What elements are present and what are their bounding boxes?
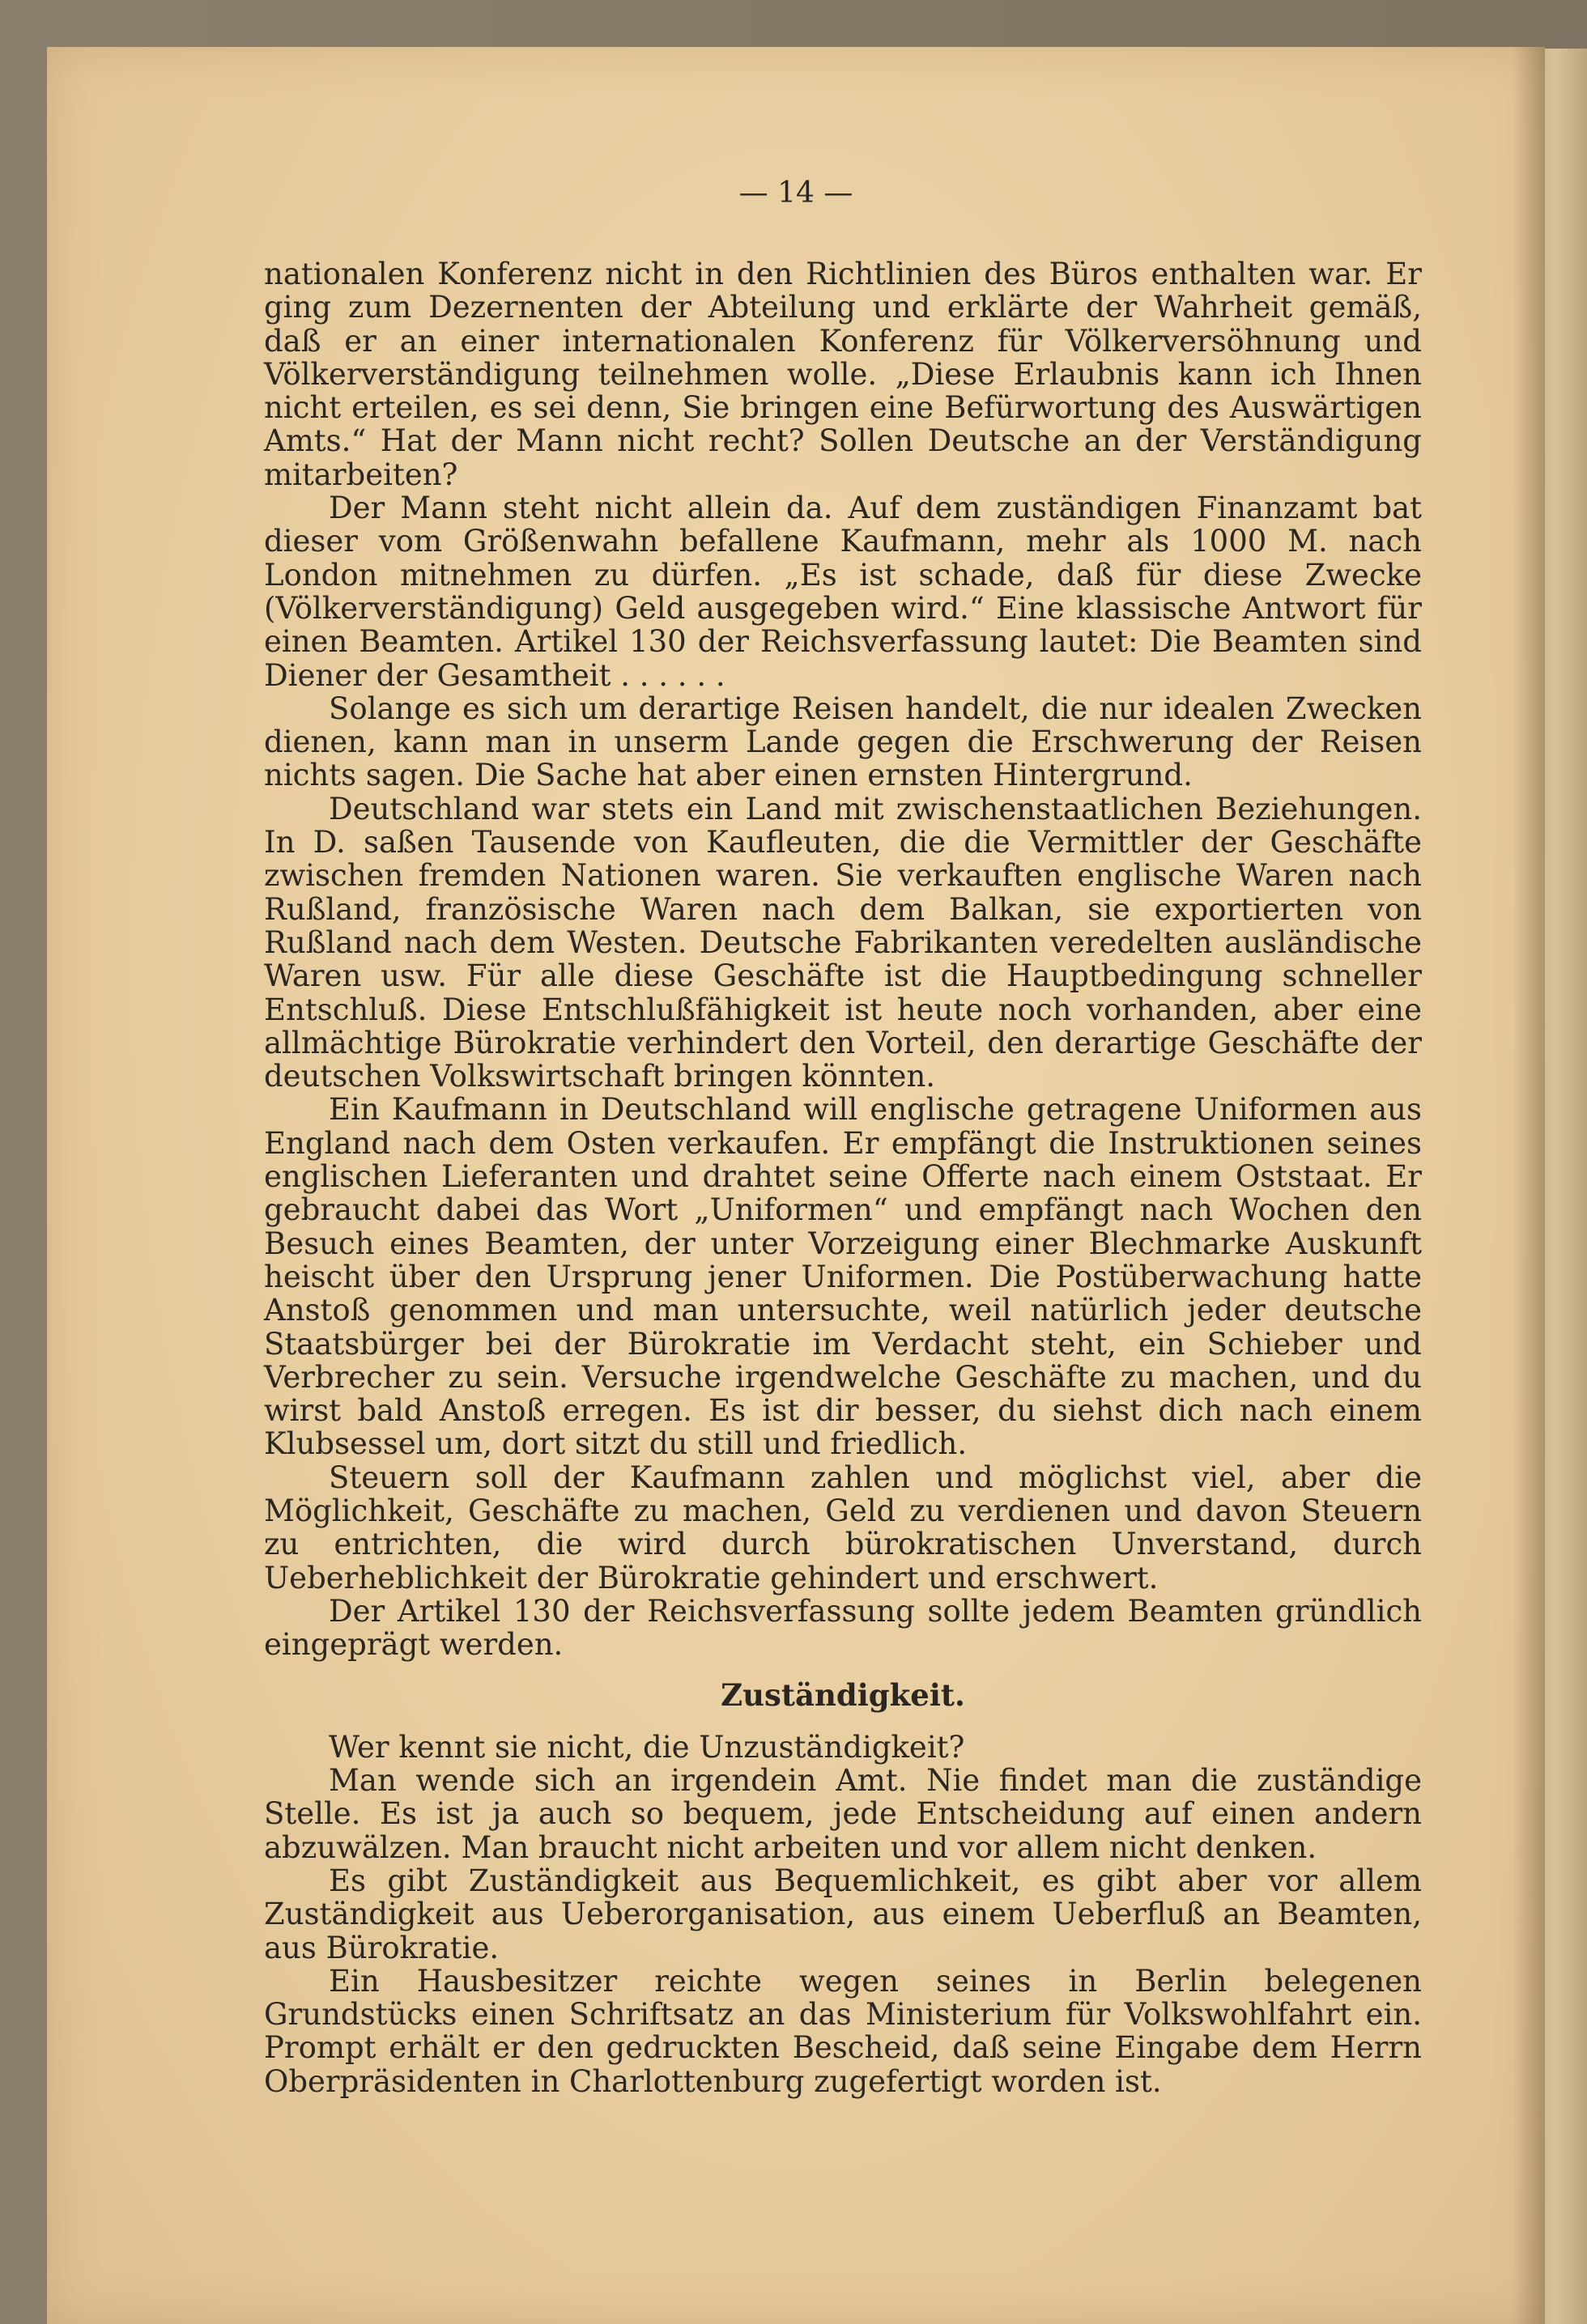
paragraph: Deutschland war stets ein Land mit zwischenstaatlichen Beziehungen. In D. saßen Tausende von Kaufleuten, die die Vermittler der Geschäfte zwischen fremden Nationen waren. Sie verkauften englische Waren nach Rußland, französische Waren nach dem Balkan, sie exportierten von Rußland nach dem Westen. Deutsche Fabrikanten veredelten ausländische Waren usw. Für alle diese Geschäfte ist die Hauptbedingung schneller Entschluß. Diese Entschlußfähigkeit ist heute noch vorhanden, aber eine allmächtige Bürokratie verhindert den Vorteil, den derartige Geschäfte der deutschen Volkswirtschaft bringen könnten. [264, 791, 1422, 1094]
section-heading: Zuständigkeit. [721, 1677, 965, 1714]
paragraph: Ein Hausbesitzer reichte wegen seines in Berlin belegenen Grundstücks einen Schriftsatz an das Ministerium für Volkswohlfahrt ein. Prompt erhält er den gedruckten Bescheid, daß seine Eingabe dem Herrn Oberpräsidenten in Charlottenburg zugefertigt worden ist. [264, 1963, 1422, 2099]
page-number: — 14 — [738, 176, 853, 210]
paragraph: Man wende sich an irgendein Amt. Nie findet man die zuständige Stelle. Es ist ja auch so bequem, jede Entscheidung auf einen andern abzuwälzen. Man braucht nicht arbeiten und vor allem nicht denken. [264, 1763, 1422, 1865]
paragraph: Solange es sich um derartige Reisen handelt, die nur idealen Zwecken dienen, kann man in unserm Lande gegen die Erschwerung der Reisen nichts sagen. Die Sache hat aber einen ernsten Hintergrund. [264, 690, 1422, 793]
page [47, 47, 1545, 2324]
paragraph: Der Artikel 130 der Reichsverfassung sollte jedem Beamten gründlich eingeprägt werden. [264, 1593, 1422, 1663]
paragraph: Es gibt Zuständigkeit aus Bequemlichkeit, es gibt aber vor allem Zuständigkeit aus Ueberorganisation, aus einem Ueberfluß an Beamten, aus Bürokratie. [264, 1863, 1422, 1965]
paragraph: Steuern soll der Kaufmann zahlen und möglichst viel, aber die Möglichkeit, Geschäfte zu machen, Geld zu verdienen und davon Steuern zu entrichten, die wird durch bürokratischen Unverstand, durch Ueberheblichkeit der Bürokratie gehindert und erschwert. [264, 1459, 1422, 1595]
body-text [264, 257, 1422, 2098]
paragraph: nationalen Konferenz nicht in den Richtlinien des Büros enthalten war. Er ging zum Dezernenten der Abteilung und erklärte der Wahrheit gemäß, daß er an einer internationalen Konferenz für Völkerversöhnung und Völkerverständigung teilnehmen wolle. „Diese Erlaubnis kann ich Ihnen nicht erteilen, es sei denn, Sie bringen eine Befürwortung des Auswärtigen Amts.“ Hat der Mann nicht recht? Sollen Deutsche an der Verständigung mitarbeiten? [264, 257, 1422, 492]
paragraph: Der Mann steht nicht allein da. Auf dem zuständigen Finanzamt bat dieser vom Größenwahn befallene Kaufmann, mehr als 1000 M. nach London mitnehmen zu dürfen. „Es ist schade, daß für diese Zwecke (Völkerverständigung) Geld ausgegeben wird.“ Eine klassische Antwort für einen Beamten. Artikel 130 der Reichsverfassung lautet: Die Beamten sind Diener der Gesamtheit . . . . . . [264, 491, 1422, 693]
paragraph: Ein Kaufmann in Deutschland will englische getragene Uniformen aus England nach dem Osten verkaufen. Er empfängt die Instruktionen seines englischen Lieferanten und drahtet seine Offerte nach einem Oststaat. Er gebraucht dabei das Wort „Uniformen“ und empfängt nach Wochen den Besuch eines Beamten, der unter Vorzeigung einer Blechmarke Auskunft heischt über den Ursprung jener Uniformen. Die Postüberwachung hatte Anstoß genommen und man untersuchte, weil natürlich jeder deutsche Staatsbürger bei der Bürokratie im Verdacht steht, ein Schieber und Verbrecher zu sein. Versuche irgendwelche Geschäfte zu machen, und du wirst bald Anstoß erregen. Es ist dir besser, du siehst dich nach einem Klubsessel um, dort sitzt du still und friedlich. [264, 1092, 1422, 1462]
spine-shadow [1513, 47, 1545, 2324]
paragraph: Wer kennt sie nicht, die Unzuständigkeit? [329, 1729, 965, 1765]
